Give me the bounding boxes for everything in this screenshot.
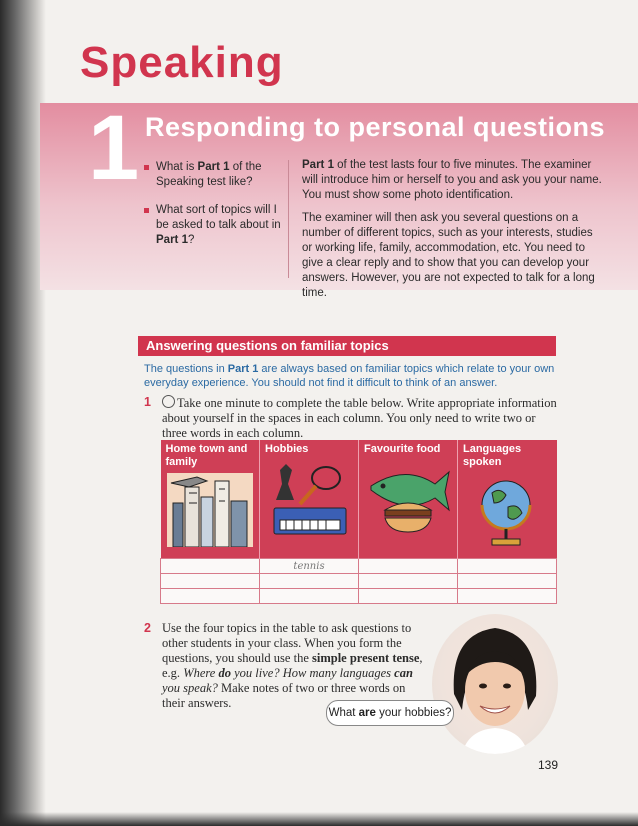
overview-question: What is Part 1 of the Speaking test like?: [144, 160, 284, 190]
city-skyline-icon: [167, 473, 253, 547]
task-2: 2 Use the four topics in the table to ask questions to other students in your class. When you form the questions, you should use the simple present tense, e.g. Where do you live? How many languages can you speak? Make notes of two or three words on their answers.: [144, 621, 423, 710]
answer-paragraph: The examiner will then ask you several questions on a number of different topics, such as your interests, studies or working life, family, accommodation, etc. You need to give a clear reply and to show that you can develop your answers. However, you are not expected to talk for a long time.: [302, 212, 595, 299]
table-cell[interactable]: [260, 574, 359, 589]
stopwatch-icon: [162, 395, 175, 408]
table-cell[interactable]: [458, 589, 557, 604]
overview-questions: [144, 160, 284, 261]
task-number: 1: [144, 395, 151, 409]
table-cell[interactable]: [458, 574, 557, 589]
topics-table: [160, 440, 557, 604]
column-divider: [288, 160, 289, 278]
fish-burger-icon: [365, 460, 451, 540]
student-photo: [432, 614, 558, 754]
task-1: 1 Take one minute to complete the table below. Write appropriate information about yourself in the spaces in each column. You only need to write two or three words in each column.: [144, 395, 557, 440]
globe-icon: [464, 473, 550, 553]
table-cell[interactable]: [161, 559, 260, 574]
section-intro: The questions in Part 1 are always based on familiar topics which relate to your own everyday experience. You should not find it difficult to think of an answer.: [144, 363, 555, 389]
topics-table-wrapper: [160, 440, 557, 604]
table-cell[interactable]: [260, 589, 359, 604]
table-cell[interactable]: [161, 574, 260, 589]
table-row: [161, 574, 557, 589]
overview-answers: [302, 158, 602, 309]
unit-number: 1: [88, 97, 140, 199]
table-cell[interactable]: [359, 589, 458, 604]
smiling-woman-illustration: [432, 614, 558, 754]
bullet-icon: [144, 208, 149, 213]
bullet-icon: [144, 165, 149, 170]
table-cell[interactable]: [359, 559, 458, 574]
section-title: Speaking: [80, 38, 284, 87]
page-number: 139: [538, 758, 559, 772]
header-hobbies: Hobbies: [260, 440, 359, 559]
hobbies-icon: [266, 460, 352, 540]
header-home-town: Home town and family: [161, 440, 260, 559]
header-languages: Languages spoken: [458, 440, 557, 559]
table-cell[interactable]: [359, 574, 458, 589]
table-cell[interactable]: [458, 559, 557, 574]
task-number: 2: [144, 621, 151, 635]
table-cell[interactable]: tennis: [260, 559, 359, 574]
speech-bubble: What are your hobbies?: [326, 700, 454, 726]
section-heading: Answering questions on familiar topics: [138, 336, 556, 356]
answer-paragraph: Part 1 of the test lasts four to five minutes. The examiner will introduce him or herself to you and ask you your name. You must show some photo identification.: [302, 159, 602, 201]
table-cell[interactable]: [161, 589, 260, 604]
page-bottom-shadow: [0, 812, 638, 826]
overview-question: What sort of topics will I be asked to talk about in Part 1?: [144, 203, 284, 248]
header-favourite-food: Favourite food: [359, 440, 458, 559]
unit-title: Responding to personal questions: [145, 112, 606, 142]
table-row: [161, 589, 557, 604]
table-row: [161, 559, 557, 574]
